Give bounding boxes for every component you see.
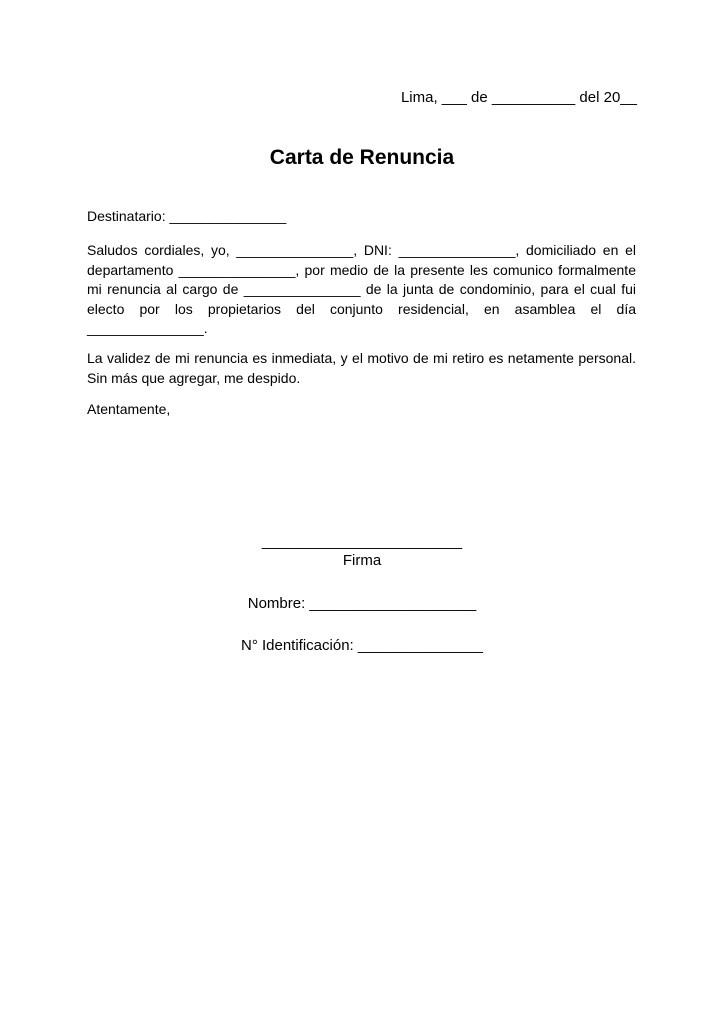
signature-label: Firma (342, 552, 382, 569)
paragraph-resignation: Saludos cordiales, yo, _______________, DNI: _______________, domiciliado en el departamento _______________, por medio de la presente les comunico formalmente mi renuncia al cargo de _______________ de la junta de condominio, para el cual fui electo por los propietarios del conjunto residencial, en asamblea el día _______________. (87, 242, 636, 336)
addressee-line: Destinatario: _______________ (87, 208, 287, 224)
closing-line: Atentamente, (87, 401, 171, 417)
identification-line: N° Identificación: _______________ (240, 637, 484, 654)
paragraph-reason: La validez de mi renuncia es inmediata, y el motivo de mi retiro es netamente personal. Sin más que agregar, me despido. (87, 350, 636, 386)
document-title: Carta de Renuncia (269, 146, 455, 169)
signature-line: ________________________ (261, 533, 463, 550)
date-line: Lima, ___ de __________ del 20__ (400, 89, 637, 106)
name-line: Nombre: ____________________ (247, 595, 477, 612)
